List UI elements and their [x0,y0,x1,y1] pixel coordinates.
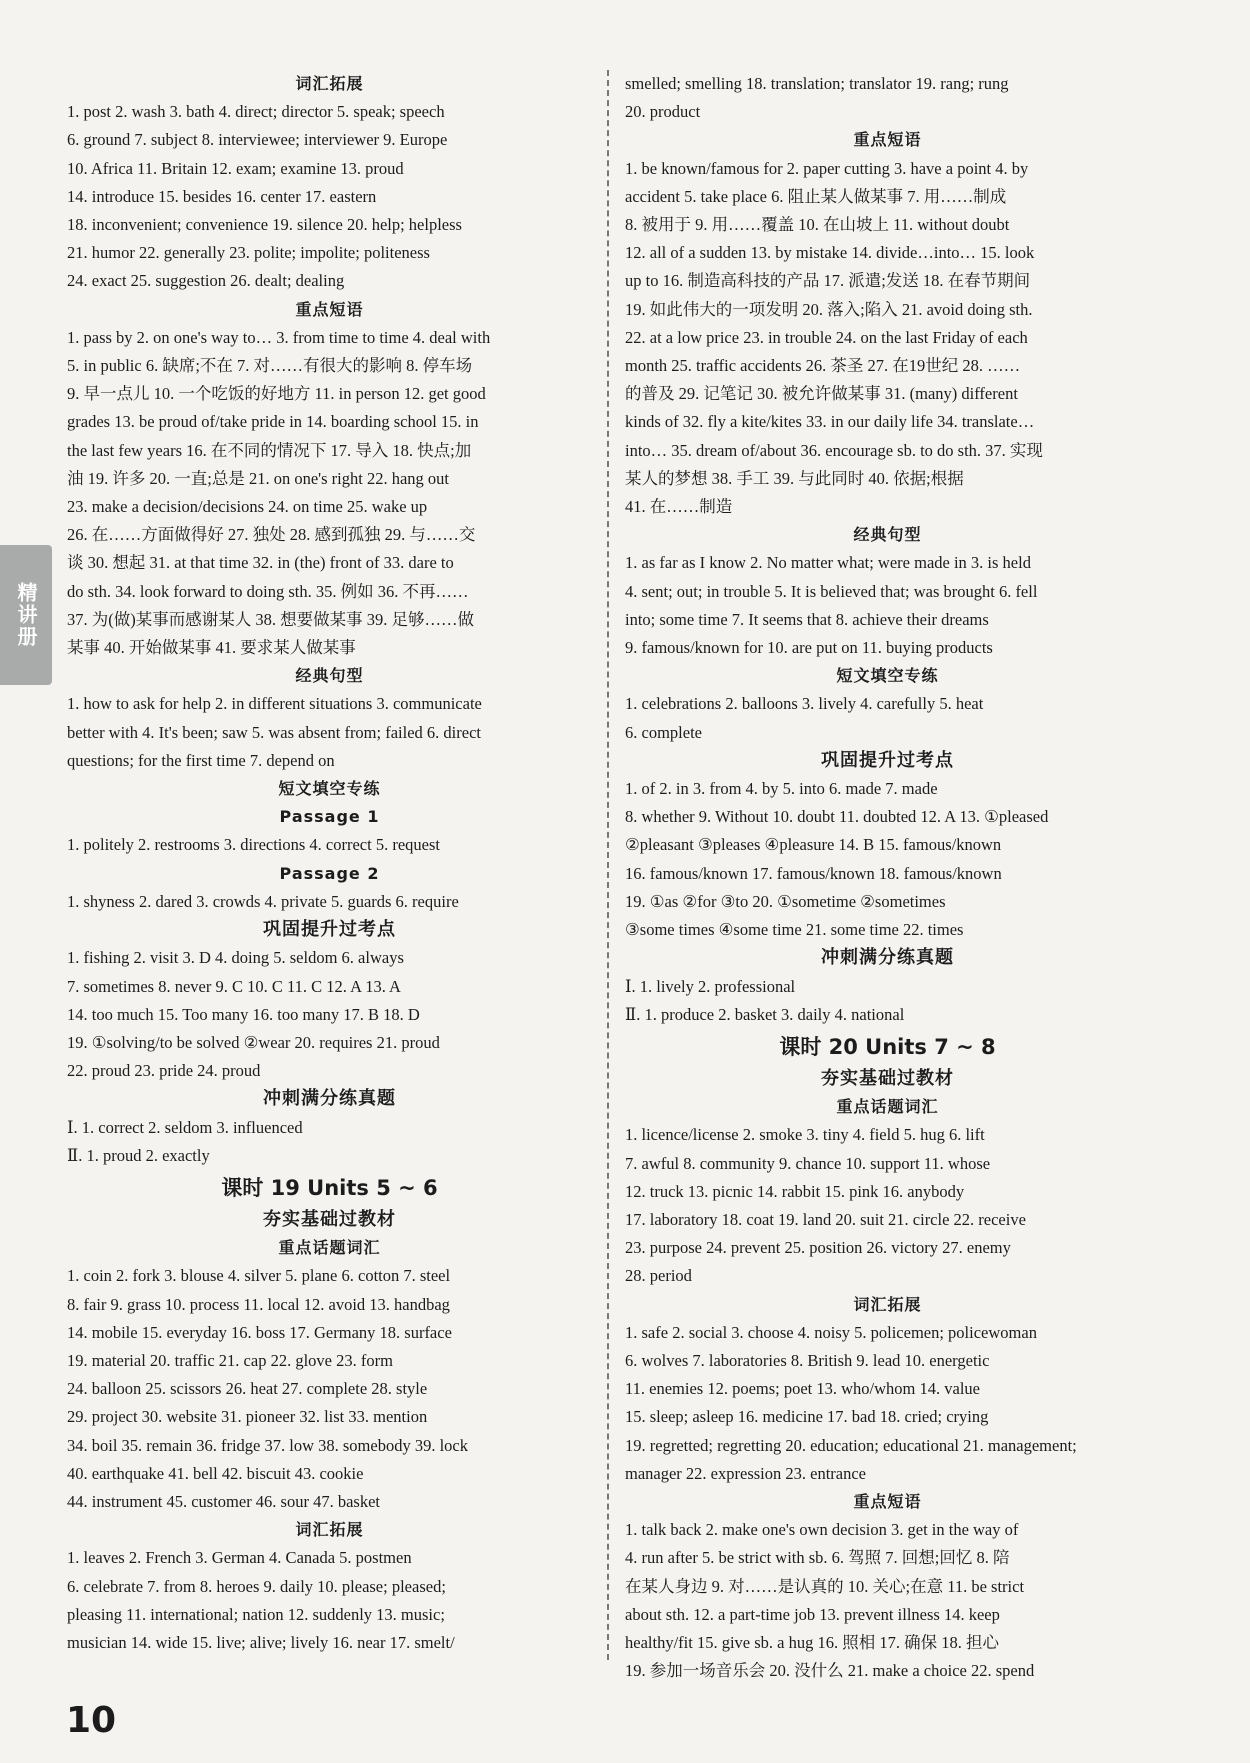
answer-line: 10. Africa 11. Britain 12. exam; examine 13. proud [67,158,404,178]
answer-line: 24. balloon 25. scissors 26. heat 27. complete 28. style [67,1379,428,1399]
answer-line: 40. earthquake 41. bell 42. biscuit 43. cookie [67,1463,364,1483]
answer-line: kinds of 32. fly a kite/kites 33. in our daily life 34. translate… [625,412,1035,432]
answer-line: 6. wolves 7. laboratories 8. British 9. lead 10. energetic [625,1350,990,1370]
answer-line: do sth. 34. look forward to doing sth. 35. 例如 36. 不再…… [67,581,469,601]
section-tab: 精讲册 [0,545,52,685]
answer-line: 14. introduce 15. besides 16. center 17. eastern [67,186,377,206]
section-heading: 夯实基础过教材 [821,1067,954,1089]
answer-line: 22. at a low price 23. in trouble 24. on the last Friday of each [625,327,1028,347]
section-heading: 冲刺满分练真题 [263,1088,396,1110]
answer-line: 4. run after 5. be strict with sb. 6. 驾照 7. 回想;回忆 8. 陪 [625,1548,1010,1568]
answer-line: about sth. 12. a part-time job 13. prevent illness 14. keep [625,1604,1000,1624]
answer-line: 7. awful 8. community 9. chance 10. support 11. whose [625,1153,991,1173]
answer-line: 1. shyness 2. dared 3. crowds 4. private 5. guards 6. require [67,891,459,911]
answer-line: ③some times ④some time 21. some time 22. times [625,920,964,940]
answer-line: 41. 在……制造 [625,497,733,517]
answer-line: 1. politely 2. restrooms 3. directions 4. correct 5. request [67,835,440,855]
section-heading: 词汇拓展 [295,74,364,93]
section-heading: 短文填空专练 [836,666,939,686]
answer-line: 6. ground 7. subject 8. interviewee; interviewer 9. Europe [67,130,448,150]
answer-line: Ⅰ. 1. lively 2. professional [625,976,796,996]
section-heading: 词汇拓展 [295,1520,364,1540]
answer-line: 某事 40. 开始做某事 41. 要求某人做某事 [67,638,356,658]
answer-line: healthy/fit 15. give sb. a hug 16. 照相 17. 确保 18. 担心 [625,1632,999,1652]
section-heading: 重点短语 [853,130,922,150]
answer-line: Ⅱ. 1. proud 2. exactly [67,1145,210,1165]
answer-line: 1. of 2. in 3. from 4. by 5. into 6. made 7. made [625,779,938,799]
answer-line: 19. 参加一场音乐会 20. 没什么 21. make a choice 22. spend [625,1661,1035,1681]
section-heading: 冲刺满分练真题 [821,947,954,969]
answer-line: Ⅱ. 1. produce 2. basket 3. daily 4. national [625,1004,905,1024]
answer-line: 20. product [625,102,701,122]
section-heading: 词汇拓展 [853,1294,922,1314]
answer-line: 的普及 29. 记笔记 30. 被允许做某事 31. (many) different [625,384,1018,404]
answer-line: accident 5. take place 6. 阻止某人做某事 7. 用……制成 [625,186,1007,206]
answer-line: 11. enemies 12. poems; poet 13. who/whom 14. value [625,1379,980,1399]
answer-line: 29. project 30. website 31. pioneer 32. list 33. mention [67,1407,428,1427]
answer-line: 19. 如此伟大的一项发明 20. 落入;陷入 21. avoid doing sth. [625,299,1033,319]
section-heading: 夯实基础过教材 [263,1208,396,1230]
section-heading: Passage 1 [279,807,380,827]
answer-line: 1. be known/famous for 2. paper cutting 3. have a point 4. by [625,158,1029,178]
answer-line: 油 19. 许多 20. 一直;总是 21. on one's right 22. hang out [67,468,449,488]
section-heading: 巩固提升过考点 [263,919,396,941]
answer-line: 某人的梦想 38. 手工 39. 与此同时 40. 依据;根据 [625,468,964,488]
answer-line: 1. as far as I know 2. No matter what; were made in 3. is held [625,553,1031,573]
answer-line: 在某人身边 9. 对……是认真的 10. 关心;在意 11. be strict [625,1576,1025,1596]
answer-line: Ⅰ. 1. correct 2. seldom 3. influenced [67,1117,303,1137]
answer-line: 8. whether 9. Without 10. doubt 11. doubted 12. A 13. ①pleased [625,807,1049,827]
answer-line: grades 13. be proud of/take pride in 14. boarding school 15. in [67,412,479,432]
answer-line: 1. safe 2. social 3. choose 4. noisy 5. policemen; policewoman [625,1322,1037,1342]
answer-line: manager 22. expression 23. entrance [625,1463,866,1483]
answer-line: 34. boil 35. remain 36. fridge 37. low 38. somebody 39. lock [67,1435,468,1455]
answer-line: 28. period [625,1266,692,1286]
answer-line: 19. ①as ②for ③to 20. ①sometime ②sometimes [625,891,946,911]
answer-line: 1. how to ask for help 2. in different situations 3. communicate [67,694,482,714]
answer-line: 37. 为(做)某事而感谢某人 38. 想要做某事 39. 足够……做 [67,609,474,629]
answer-line: 23. make a decision/decisions 24. on time 25. wake up [67,497,428,517]
page-number: 10 [66,1700,117,1741]
answer-line: 1. post 2. wash 3. bath 4. direct; director 5. speak; speech [67,102,445,122]
answer-line: 1. leaves 2. French 3. German 4. Canada 5. postmen [67,1548,412,1568]
answer-line: questions; for the first time 7. depend on [67,750,335,770]
answer-line: 1. coin 2. fork 3. blouse 4. silver 5. plane 6. cotton 7. steel [67,1266,451,1286]
answer-line: into… 35. dream of/about 36. encourage sb. to do sth. 37. 实现 [625,440,1043,460]
section-heading: 重点话题词汇 [836,1097,939,1117]
answer-line: 18. inconvenient; convenience 19. silence 20. help; helpless [67,215,462,235]
answer-line: 9. famous/known for 10. are put on 11. buying products [625,638,993,658]
answer-line: the last few years 16. 在不同的情况下 17. 导入 18. 快点;加 [67,440,472,460]
answer-line: 14. mobile 15. everyday 16. boss 17. Germany 18. surface [67,1322,452,1342]
section-heading: 重点短语 [295,299,364,319]
answer-line: 12. truck 13. picnic 14. rabbit 15. pink 16. anybody [625,1181,965,1201]
answer-line: ②pleasant ③pleases ④pleasure 14. B 15. famous/known [625,835,1002,855]
answer-line: 1. fishing 2. visit 3. D 4. doing 5. seldom 6. always [67,948,404,968]
answer-line: 17. laboratory 18. coat 19. land 20. suit 21. circle 22. receive [625,1209,1026,1229]
section-heading: 经典句型 [853,525,922,545]
column-divider [607,70,609,1660]
answer-line: 9. 早一点儿 10. 一个吃饭的好地方 11. in person 12. get good [67,384,486,404]
answer-line: 19. material 20. traffic 21. cap 22. glove 23. form [67,1350,393,1370]
answer-line: 1. celebrations 2. balloons 3. lively 4. carefully 5. heat [625,694,984,714]
answer-line: 22. proud 23. pride 24. proud [67,1061,261,1081]
answer-line: 8. 被用于 9. 用……覆盖 10. 在山坡上 11. without doubt [625,215,1010,235]
left-column [67,70,592,1657]
lesson-title: 课时 20 Units 7 ~ 8 [779,1034,996,1059]
answer-line: into; some time 7. It seems that 8. achieve their dreams [625,609,989,629]
answer-line: 15. sleep; asleep 16. medicine 17. bad 18. cried; crying [625,1407,989,1427]
section-heading: 巩固提升过考点 [821,749,954,771]
answer-line: 21. humor 22. generally 23. polite; impolite; politeness [67,243,430,263]
answer-line: smelled; smelling 18. translation; translator 19. rang; rung [625,74,1009,93]
answer-line: 16. famous/known 17. famous/known 18. famous/known [625,863,1002,883]
answer-line: 6. complete [625,722,702,742]
section-heading: Passage 2 [279,863,380,883]
section-heading: 重点短语 [853,1491,922,1511]
right-column [625,70,1150,1685]
answer-line: 4. sent; out; in trouble 5. It is believed that; was brought 6. fell [625,581,1038,601]
answer-line: 1. talk back 2. make one's own decision 3. get in the way of [625,1520,1019,1540]
section-heading: 重点话题词汇 [278,1238,381,1258]
answer-line: pleasing 11. international; nation 12. suddenly 13. music; [67,1604,445,1624]
answer-line: 24. exact 25. suggestion 26. dealt; dealing [67,271,345,291]
answer-line: up to 16. 制造高科技的产品 17. 派遣;发送 18. 在春节期间 [625,271,1031,291]
answer-line: musician 14. wide 15. live; alive; lively 16. near 17. smelt/ [67,1632,455,1652]
answer-line: 5. in public 6. 缺席;不在 7. 对……有很大的影响 8. 停车场 [67,356,473,376]
answer-line: month 25. traffic accidents 26. 茶圣 27. 在19世纪 28. …… [625,356,1021,376]
answer-line: 6. celebrate 7. from 8. heroes 9. daily 10. please; pleased; [67,1576,446,1596]
lesson-title: 课时 19 Units 5 ~ 6 [221,1175,438,1200]
section-heading: 短文填空专练 [278,779,381,799]
answer-line: 7. sometimes 8. never 9. C 10. C 11. C 12. A 13. A [67,976,401,996]
answer-line: 23. purpose 24. prevent 25. position 26. victory 27. enemy [625,1238,1011,1258]
answer-line: 1. licence/license 2. smoke 3. tiny 4. field 5. hug 6. lift [625,1125,985,1145]
answer-line: better with 4. It's been; saw 5. was absent from; failed 6. direct [67,722,481,742]
section-heading: 经典句型 [295,666,364,686]
answer-line: 19. regretted; regretting 20. education; educational 21. management; [625,1435,1077,1455]
answer-line: 26. 在……方面做得好 27. 独处 28. 感到孤独 29. 与……交 [67,525,476,545]
answer-line: 谈 30. 想起 31. at that time 32. in (the) front of 33. dare to [67,553,454,573]
answer-line: 12. all of a sudden 13. by mistake 14. divide…into… 15. look [625,243,1035,263]
answer-line: 8. fair 9. grass 10. process 11. local 12. avoid 13. handbag [67,1294,450,1314]
answer-line: 44. instrument 45. customer 46. sour 47. basket [67,1491,381,1511]
answer-line: 1. pass by 2. on one's way to… 3. from time to time 4. deal with [67,327,491,347]
answer-line: 19. ①solving/to be solved ②wear 20. requires 21. proud [67,1032,440,1052]
answer-line: 14. too much 15. Too many 16. too many 17. B 18. D [67,1004,420,1024]
